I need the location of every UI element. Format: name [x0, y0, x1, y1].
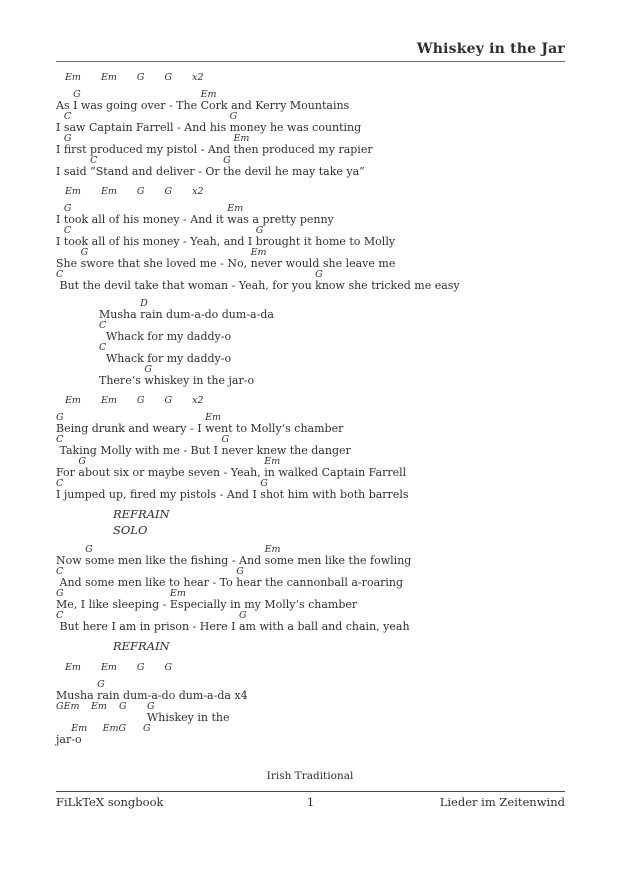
lyric-segment [56, 457, 78, 479]
chord: G [136, 662, 145, 673]
lyric-text: I [56, 235, 64, 248]
chord: C [99, 320, 107, 331]
lyric-segment [97, 680, 247, 702]
chord: x2 [192, 72, 204, 83]
chord: G [78, 456, 87, 467]
lyric-line [56, 589, 565, 611]
lyric-segment [64, 112, 230, 134]
lyric-text: some men like the fowling [264, 554, 412, 567]
chord: G [238, 610, 247, 621]
lyric-text: took all of his money - Yeah, and I [63, 235, 256, 248]
chord: Em [102, 723, 119, 734]
lyric-segment [56, 724, 71, 746]
lyric-text: swore that she loved me - No, [80, 257, 251, 270]
lyric-segment [56, 90, 73, 112]
lyric-segment [56, 204, 64, 226]
chord: Em [169, 588, 186, 599]
lyric-text: went to Molly‘s chamber [205, 422, 344, 435]
lyric-line [56, 226, 565, 248]
lyric-segment [99, 343, 231, 365]
lyric-text: some men like the fishing - And [85, 554, 265, 567]
chord: Em [200, 89, 217, 100]
footer-book-title: FiLkTeX songbook [56, 795, 164, 809]
lyric-text: never knew the danger [221, 444, 351, 457]
chord: G [97, 679, 105, 690]
chord: G [118, 723, 127, 734]
lyric-text: I said [56, 165, 91, 178]
lyric-text: rain dum-a-do dum-a-da [140, 308, 274, 321]
lyric-text: -o [71, 733, 103, 746]
chord: x2 [192, 186, 204, 197]
chord: D [140, 298, 148, 309]
chord: Em [100, 395, 117, 406]
chord-row [65, 662, 565, 673]
lyric-line [56, 435, 565, 457]
chord: C [63, 225, 72, 236]
lyric-segment [201, 90, 350, 112]
chord: Em [100, 72, 117, 83]
chord: G [255, 225, 264, 236]
lyric-text: Cork and Kerry Mountains [200, 99, 350, 112]
chord: G [223, 155, 231, 166]
lyric-text: the devil he may take ya” [223, 165, 365, 178]
lyric-segment [64, 204, 227, 226]
chord: C [56, 566, 64, 577]
chord: G [56, 588, 64, 599]
lyric-segment [56, 156, 90, 178]
lyric-text: saw Captain Farrell - And his [63, 121, 230, 134]
lyric-segment [143, 724, 151, 746]
lyric-segment [56, 226, 64, 248]
lyric-line [56, 156, 565, 178]
lyric-text: was a pretty penny [227, 213, 334, 226]
lyric-segment [56, 567, 236, 589]
lyric-segment [85, 545, 264, 567]
marker-group [113, 638, 565, 654]
chord: Em [65, 72, 81, 83]
lyric-segment [81, 248, 251, 270]
lyric-segment [56, 479, 260, 501]
lyric-line [99, 343, 565, 365]
lyric-line [56, 248, 565, 270]
page-number: 1 [306, 795, 315, 809]
lyric-text: first produced my pistol - And [63, 143, 234, 156]
chord: G [63, 203, 72, 214]
lyric-segment [90, 156, 223, 178]
lyric-text: then produced my rapier [233, 143, 373, 156]
song-title: Whiskey in the Jar [416, 41, 565, 57]
lyric-text: brought it home to Molly [255, 235, 396, 248]
chord: G [136, 395, 145, 406]
lyric-segment [315, 270, 459, 292]
lyric-text: shot him with both barrels [260, 488, 409, 501]
lyric-segment [230, 112, 362, 134]
lyric-segment [73, 90, 201, 112]
section-marker: REFRAIN [113, 507, 170, 521]
lyric-text [103, 734, 119, 746]
page-footer [56, 791, 565, 809]
chord: G [260, 478, 268, 489]
lyric-segment [56, 248, 81, 270]
chord: Em [264, 544, 281, 555]
lyric-text [119, 734, 143, 746]
lyric-text: ”Stand and deliver - Or [90, 165, 224, 178]
chord: Em [65, 395, 81, 406]
lyric-segment [205, 413, 343, 435]
chord: G [136, 186, 145, 197]
section-marker: SOLO [113, 523, 148, 537]
chord: Em [100, 186, 117, 197]
finale-block [56, 680, 565, 746]
chord: G [229, 111, 238, 122]
chord: G [56, 412, 64, 423]
lyric-line [56, 204, 565, 226]
lyric-segment [147, 702, 230, 724]
chord: G [85, 544, 93, 555]
chord: G [146, 701, 155, 712]
lyric-segment [222, 435, 351, 457]
chord: C [56, 478, 64, 489]
chord-row [65, 395, 565, 406]
chord: Em [90, 701, 107, 712]
chord: G [164, 186, 173, 197]
lyric-text: Me, I like sleeping - [56, 598, 170, 611]
verse-block [56, 545, 565, 633]
lyric-segment [119, 724, 143, 746]
verse-block [56, 413, 565, 501]
lyric-line [99, 321, 565, 343]
lyric-segment [251, 248, 396, 270]
lyric-text: about six or maybe seven - Yeah, [78, 466, 265, 479]
lyric-text: There‘s [99, 374, 145, 387]
lyric-line [56, 134, 565, 156]
chord: Em [227, 203, 244, 214]
song-attribution: Irish Traditional [266, 770, 354, 782]
lyric-segment [144, 365, 254, 387]
lyric-line [56, 680, 565, 702]
lyric-text: rain dum-a-do dum-a-da x4 [97, 689, 248, 702]
song-body [56, 72, 565, 746]
chord: G [221, 434, 230, 445]
chord: C [56, 269, 64, 280]
lyric-segment [256, 226, 395, 248]
lyric-segment [56, 611, 239, 633]
lyric-segment [56, 702, 91, 724]
lyric-line [56, 112, 565, 134]
lyric-segment [233, 134, 372, 156]
chord: G [164, 395, 173, 406]
lyric-segment [64, 134, 234, 156]
lyric-segment [99, 365, 144, 387]
lyric-segment [227, 204, 333, 226]
chord: Em [65, 662, 81, 673]
lyric-segment [56, 270, 315, 292]
verse-block [56, 90, 565, 178]
lyric-text: She [56, 257, 81, 270]
verse-block [56, 204, 565, 292]
lyric-segment [140, 299, 274, 321]
lyric-segment [239, 611, 410, 633]
lyric-segment [56, 589, 170, 611]
chord: Em [233, 133, 250, 144]
chord: G [63, 133, 72, 144]
lyric-line [99, 299, 565, 321]
chord: C [56, 610, 64, 621]
lyric-text: Whiskey in the [146, 711, 230, 724]
chord: Em [100, 662, 117, 673]
lyric-line [56, 413, 565, 435]
chord: G [164, 72, 173, 83]
lyric-segment [56, 545, 85, 567]
lyric-line [56, 457, 565, 479]
lyric-text: I [56, 121, 64, 134]
lyric-text: I jumped up, fired my pistols - And I [56, 488, 261, 501]
lyric-text: never would she leave me [250, 257, 396, 270]
lyric-line [56, 724, 565, 746]
lyric-text: Being drunk and weary - I [56, 422, 206, 435]
chord-row [65, 72, 565, 83]
chord: GEm [56, 701, 80, 712]
lyric-text: Whack for my daddy-o [99, 352, 232, 365]
chord: G [236, 566, 244, 577]
lyric-segment [223, 156, 365, 178]
lyric-text: Musha [56, 689, 98, 702]
chord: G [143, 723, 151, 734]
chord: Em [205, 412, 222, 423]
chord: C [63, 111, 72, 122]
lyric-segment [56, 680, 97, 702]
lyric-text: hear the cannonball a-roaring [236, 576, 404, 589]
lyric-text: As [56, 99, 74, 112]
lyric-line [56, 567, 565, 589]
header-rule [56, 61, 565, 62]
lyric-text: But here I am in prison - Here I [56, 620, 239, 633]
lyric-segment [170, 589, 357, 611]
chord: Em [264, 456, 281, 467]
lyric-line [56, 90, 565, 112]
lyric-text: But the devil take that woman - Yeah, for you [56, 279, 316, 292]
lyric-segment [56, 413, 205, 435]
lyric-line [56, 479, 565, 501]
lyric-text: know she tricked me easy [315, 279, 460, 292]
lyric-segment [64, 226, 256, 248]
lyric-segment [264, 457, 406, 479]
lyric-segment [99, 321, 231, 343]
lyric-text: whiskey in the jar-o [144, 374, 255, 387]
lyric-segment [119, 702, 147, 724]
chord: C [56, 434, 64, 445]
lyric-line [56, 545, 565, 567]
lyric-text [143, 734, 151, 746]
chord: G [136, 72, 145, 83]
lyric-segment [236, 567, 403, 589]
lyric-text: I [56, 213, 64, 226]
lyric-segment [265, 545, 412, 567]
chord: C [90, 155, 98, 166]
lyric-text: jar [56, 733, 72, 746]
lyric-text: Whack for my daddy-o [99, 330, 232, 343]
lyric-segment [56, 435, 222, 457]
chord: Em [65, 186, 81, 197]
lyric-text: money he was counting [229, 121, 362, 134]
lyric-text: in walked Captain Farrell [264, 466, 407, 479]
chord: Em [250, 247, 267, 258]
chord: C [99, 342, 107, 353]
lyric-text: Taking Molly with me - But I [56, 444, 222, 457]
chorus-block [99, 299, 565, 387]
lyric-line [56, 702, 565, 724]
chord: G [144, 364, 152, 375]
lyric-text: took all of his money - And it [63, 213, 228, 226]
lyric-line [56, 270, 565, 292]
chord-row [65, 186, 565, 197]
lyric-text: I was going over - The [73, 99, 201, 112]
lyric-text: Especially in my Molly‘s chamber [169, 598, 358, 611]
marker-group [113, 506, 565, 538]
lyric-line [56, 611, 565, 633]
lyric-text: I [56, 143, 64, 156]
chord: Em [71, 723, 88, 734]
lyric-text: am with a ball and chain, yeah [238, 620, 410, 633]
lyric-segment [260, 479, 408, 501]
lyric-line [99, 365, 565, 387]
lyric-text: For [56, 466, 79, 479]
chord: G [118, 701, 127, 712]
lyric-segment [91, 702, 119, 724]
chord: x2 [192, 395, 204, 406]
chord: G [164, 662, 173, 673]
lyric-segment [56, 134, 64, 156]
chord: G [80, 247, 89, 258]
chord: G [315, 269, 323, 280]
lyric-segment [99, 299, 140, 321]
lyric-text: Now [56, 554, 86, 567]
lyric-segment [71, 724, 102, 746]
lyric-segment [56, 112, 64, 134]
footer-collection-title: Lieder im Zeitenwind [439, 795, 565, 809]
section-marker: REFRAIN [113, 639, 170, 653]
footer-row [56, 792, 565, 809]
lyric-segment [103, 724, 119, 746]
lyric-segment [78, 457, 264, 479]
lyric-text: And some men like to hear - To [56, 576, 237, 589]
chord: G [73, 89, 81, 100]
lyric-text: Musha [99, 308, 141, 321]
